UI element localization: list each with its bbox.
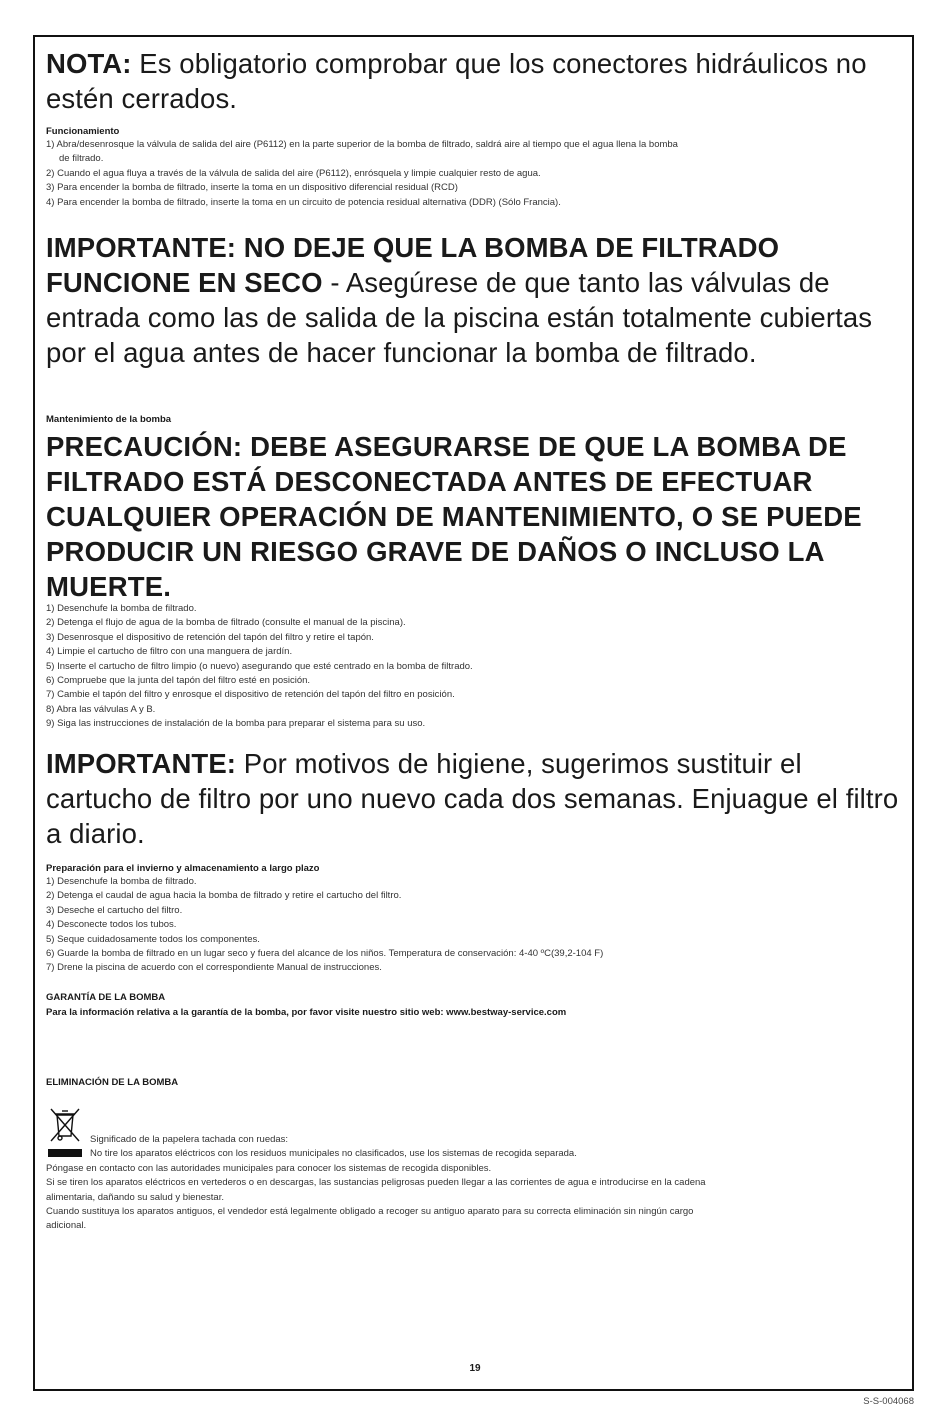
importante-seco-paragraph: [46, 230, 901, 370]
funcionamiento-item: 4) Para encender la bomba de filtrado, inserte la toma en un circuito de potencia residual alternativa (DDR) (Sólo Francia).: [46, 196, 561, 208]
invierno-section: [46, 863, 901, 976]
mantenimiento-section: [46, 414, 901, 732]
garantia-section: [46, 992, 901, 1019]
funcionamiento-heading: Funcionamiento: [46, 126, 120, 137]
mantenimiento-item: 7) Cambie el tapón del filtro y enrosque el dispositivo de retención del tapón del filtro en posición.: [46, 689, 455, 701]
eliminacion-text: [46, 1133, 901, 1234]
nota-text: Es obligatorio comprobar que los conectores hidráulicos no estén cerrados.: [46, 48, 867, 114]
importante-seco-text: - Asegúrese de que tanto las válvulas de entrada como las de salida de la piscina están totalmente cubiertas por el agua antes de hacer funcionar la bomba de filtrado.: [46, 267, 873, 368]
mantenimiento-item: 1) Desenchufe la bomba de filtrado.: [46, 603, 197, 614]
invierno-item: 1) Desenchufe la bomba de filtrado.: [46, 876, 197, 887]
invierno-item: 6) Guarde la bomba de filtrado en un lugar seco y fuera del alcance de los niños. Temperatura de conservación: 4-40 ºC(39,2-104 F): [46, 948, 604, 960]
importante-higiene-text: Por motivos de higiene, sugerimos sustituir el cartucho de filtro por uno nuevo cada dos semanas. Enjuague el filtro a diario.: [46, 748, 899, 849]
mantenimiento-item: 8) Abra las válvulas A y B.: [46, 703, 156, 715]
mantenimiento-heading: Mantenimiento de la bomba: [46, 414, 172, 425]
invierno-item: 3) Deseche el cartucho del filtro.: [46, 904, 183, 916]
importante-higiene-paragraph: [46, 746, 901, 851]
funcionamiento-section: [46, 126, 901, 210]
eliminacion-line: alimentaria, dañando su salud y bienestar.: [46, 1191, 224, 1203]
importante-higiene-block: [46, 746, 901, 851]
garantia-heading: GARANTÍA DE LA BOMBA: [46, 992, 166, 1003]
mantenimiento-item: 2) Detenga el flujo de agua de la bomba de filtrado (consulte el manual de la piscina).: [46, 617, 406, 629]
eliminacion-line: Póngase en contacto con las autoridades municipales para conocer los sistemas de recogida disponibles.: [46, 1162, 492, 1174]
funcionamiento-item: 1) Abra/desenrosque la válvula de salida del aire (P6112) en la parte superior de la bomba de filtrado, saldrá aire al tiempo que el agua llena la bomba: [46, 139, 678, 150]
importante-higiene-label: IMPORTANTE:: [46, 748, 237, 779]
invierno-item: 4) Desconecte todos los tubos.: [46, 919, 177, 931]
eliminacion-heading: ELIMINACIÓN DE LA BOMBA: [46, 1077, 179, 1088]
eliminacion-line: Cuando sustituya los aparatos antiguos, el vendedor está legalmente obligado a recoger su antiguo aparato para su correcta eliminación sin ningún cargo: [46, 1206, 694, 1218]
importante-seco-block: [46, 230, 901, 370]
nota-label: NOTA:: [46, 48, 132, 79]
importante-seco-label: IMPORTANTE: NO DEJE QUE LA BOMBA DE FILTRADO FUNCIONE EN SECO: [46, 232, 780, 298]
mantenimiento-item: 9) Siga las instrucciones de instalación de la bomba para preparar el sistema para su uso.: [46, 718, 426, 730]
precaucion-warning: PRECAUCIÓN: DEBE ASEGURARSE DE QUE LA BOMBA DE FILTRADO ESTÁ DESCONECTADA ANTES DE EFECTUAR CUALQUIER OPERACIÓN DE MANTENIMIENTO, O SE PUEDE PRODUCIR UN RIESGO GRAVE DE DAÑOS O INCLUSO LA MUERTE.: [46, 431, 862, 602]
page-number: 19: [469, 1363, 481, 1374]
funcionamiento-item: 3) Para encender la bomba de filtrado, inserte la toma en un dispositivo diferencial residual (RCD): [46, 182, 458, 194]
document-code: S-S-004068: [863, 1396, 914, 1407]
funcionamiento-item: 2) Cuando el agua fluya a través de la válvula de salida del aire (P6112), enrósquela y limpie cualquier resto de agua.: [46, 167, 541, 179]
funcionamiento-item: de filtrado.: [59, 153, 104, 165]
eliminacion-line: adicional.: [46, 1220, 87, 1232]
eliminacion-line: Si se tiren los aparatos eléctricos en vertederos o en descargas, las sustancias peligrosas pueden llegar a las corrientes de agua e introducirse en la cadena: [46, 1177, 706, 1189]
eliminacion-line: No tire los aparatos eléctricos con los residuos municipales no clasificados, use los sistemas de recogida separada.: [90, 1148, 577, 1160]
mantenimiento-item: 6) Compruebe que la junta del tapón del filtro esté en posición.: [46, 675, 311, 687]
invierno-heading: Preparación para el invierno y almacenamiento a largo plazo: [46, 863, 320, 874]
invierno-item: 7) Drene la piscina de acuerdo con el correspondiente Manual de instrucciones.: [46, 962, 382, 974]
eliminacion-section: [46, 1077, 901, 1089]
nota-paragraph: [46, 46, 901, 116]
mantenimiento-item: 3) Desenrosque el dispositivo de retención del tapón del filtro y retire el tapón.: [46, 631, 374, 643]
mantenimiento-item: 5) Inserte el cartucho de filtro limpio (o nuevo) asegurando que esté centrado en la bomba de filtrado.: [46, 660, 473, 672]
invierno-item: 2) Detenga el caudal de agua hacia la bomba de filtrado y retire el cartucho del filtro.: [46, 890, 402, 902]
invierno-item: 5) Seque cuidadosamente todos los componentes.: [46, 933, 260, 945]
eliminacion-line: Significado de la papelera tachada con ruedas:: [90, 1134, 289, 1145]
garantia-text: Para la información relativa a la garantía de la bomba, por favor visite nuestro sitio web: www.bestway-service.com: [46, 1007, 567, 1018]
mantenimiento-item: 4) Limpie el cartucho de filtro con una manguera de jardín.: [46, 646, 293, 658]
nota-block: [46, 46, 901, 116]
